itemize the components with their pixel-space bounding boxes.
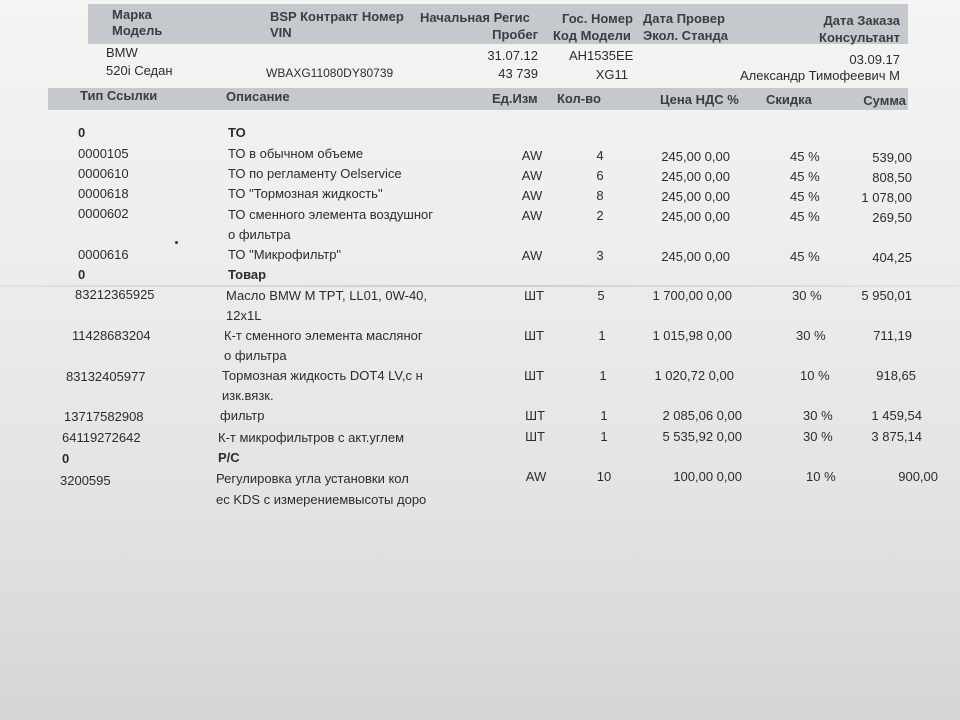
item-sum: 269,50 (872, 210, 912, 225)
item-unit: ШТ (524, 368, 544, 383)
item-price-vat: 245,00 0,00 (661, 209, 730, 224)
item-description: К-т сменного элемента масляног (224, 328, 423, 343)
item-sum: 808,50 (872, 170, 912, 185)
item-description: Масло BMW M TPT, LL01, 0W-40, (226, 288, 428, 303)
label-make: Марка (112, 7, 152, 22)
item-code: 83212365925 (75, 287, 155, 302)
item-price-vat: 1 015,98 0,00 (652, 328, 732, 343)
col-qty: Кол-во (557, 91, 601, 106)
item-code: 64119272642 (62, 430, 141, 445)
item-description-continued: о фильтра (228, 227, 291, 242)
item-sum: 1 459,54 (871, 408, 922, 423)
item-discount: 30 % (796, 328, 826, 343)
item-sum: 539,00 (872, 150, 912, 165)
col-sum: Сумма (863, 93, 906, 108)
item-qty: 2 (596, 208, 604, 223)
item-discount: 30 % (792, 288, 822, 303)
item-description: ТО "Тормозная жидкость" (228, 186, 383, 201)
item-description-continued: о фильтра (224, 348, 287, 363)
item-discount: 30 % (803, 429, 833, 444)
value-model: 520i Седан (106, 63, 173, 78)
value-vin: WBAXG11080DY80739 (266, 66, 394, 80)
item-sum: 5 950,01 (861, 288, 912, 303)
item-qty: 3 (596, 248, 604, 263)
item-price-vat: 245,00 0,00 (661, 189, 730, 204)
col-discount: Скидка (766, 92, 812, 107)
item-unit: AW (521, 148, 543, 163)
item-qty: 5 (597, 288, 605, 303)
item-qty: 1 (600, 429, 608, 444)
item-discount: 45 % (790, 169, 820, 184)
item-unit: ШТ (525, 408, 545, 423)
item-unit: AW (521, 248, 543, 263)
item-price-vat: 1 020,72 0,00 (654, 368, 734, 383)
item-description: ТО в обычном объеме (228, 146, 364, 161)
item-sum: 3 875,14 (871, 429, 922, 444)
label-model: Модель (112, 23, 163, 38)
ink-dot (175, 241, 178, 244)
value-first-registration: 31.07.12 (487, 48, 538, 63)
item-price-vat: 1 700,00 0,00 (652, 288, 732, 303)
item-code: 13717582908 (64, 409, 144, 424)
label-vin: VIN (270, 25, 292, 40)
item-sum: 711,19 (873, 328, 912, 343)
label-order-date: Дата Заказа (823, 13, 900, 28)
label-consultant: Консультант (819, 30, 900, 45)
item-description: Регулировка угла установки кол (216, 471, 409, 486)
item-discount: 45 % (790, 189, 820, 204)
item-code: 0000616 (78, 247, 129, 262)
item-unit: AW (525, 469, 547, 484)
value-plate: AH1535EE (569, 48, 634, 63)
label-first-registration: Начальная Регис (420, 10, 530, 25)
item-code: 11428683204 (72, 328, 151, 343)
item-discount: 45 % (790, 149, 820, 164)
item-price-vat: 2 085,06 0,00 (662, 408, 742, 423)
section-title: Р/С (218, 450, 240, 465)
item-description: Тормозная жидкость DOT4 LV,с н (222, 368, 423, 383)
item-qty: 8 (596, 188, 604, 203)
section-code: 0 (62, 451, 70, 466)
item-unit: AW (521, 168, 543, 183)
value-order-date: 03.09.17 (849, 52, 900, 67)
item-description: К-т микрофильтров с акт.углем (218, 430, 405, 445)
value-mileage: 43 739 (498, 66, 538, 81)
section-title: Товар (228, 267, 267, 282)
item-unit: ШТ (525, 429, 545, 444)
item-discount: 10 % (806, 469, 836, 484)
item-code: 0000105 (78, 146, 129, 161)
item-price-vat: 5 535,92 0,00 (662, 429, 742, 444)
value-model-code: XG11 (595, 67, 628, 82)
label-inspection-date: Дата Провер (643, 11, 725, 26)
item-sum: 900,00 (898, 469, 938, 484)
item-unit: AW (521, 188, 543, 203)
item-code: 3200595 (60, 473, 111, 488)
item-description-continued: ес KDS с измерениемвысоты доро (216, 492, 427, 507)
item-qty: 1 (600, 408, 608, 423)
label-plate: Гос. Номер (562, 11, 633, 26)
section-title: ТО (228, 125, 246, 140)
item-description-continued: изк.вязк. (222, 388, 274, 403)
col-unit: Ед.Изм (492, 91, 538, 106)
item-sum: 918,65 (876, 368, 916, 383)
item-qty: 4 (596, 148, 604, 163)
item-description: ТО "Микрофильтр" (228, 247, 342, 262)
item-price-vat: 245,00 0,00 (661, 249, 730, 264)
item-code: 0000602 (78, 206, 129, 221)
item-unit: AW (521, 208, 543, 223)
col-ref-type: Тип Ссылки (80, 88, 158, 103)
item-qty: 1 (599, 368, 607, 383)
item-description: ТО по регламенту Oelservice (228, 166, 402, 181)
item-code: 0000610 (78, 166, 129, 181)
item-discount: 45 % (790, 249, 820, 264)
item-code: 83132405977 (66, 369, 146, 384)
item-discount: 30 % (803, 408, 833, 423)
item-discount: 10 % (800, 368, 830, 383)
item-code: 0000618 (78, 186, 129, 201)
item-discount: 45 % (790, 209, 820, 224)
label-eco-standard: Экол. Станда (643, 28, 729, 43)
label-bsp-contract: BSP Контракт Номер (270, 9, 404, 24)
item-qty: 6 (596, 168, 604, 183)
item-qty: 1 (598, 328, 606, 343)
col-description: Описание (226, 89, 290, 104)
value-consultant: Александр Тимофеевич М (740, 68, 900, 83)
item-sum: 1 078,00 (861, 190, 912, 205)
item-unit: ШТ (524, 328, 544, 343)
label-model-code: Код Модели (553, 28, 631, 43)
label-mileage: Пробег (492, 27, 538, 42)
item-description-continued: 12x1L (226, 308, 262, 323)
item-qty: 10 (596, 469, 612, 484)
item-price-vat: 245,00 0,00 (661, 149, 730, 164)
item-price-vat: 100,00 0,00 (673, 469, 742, 484)
item-description: фильтр (220, 408, 265, 423)
item-unit: ШТ (524, 288, 544, 303)
item-price-vat: 245,00 0,00 (661, 169, 730, 184)
section-code: 0 (78, 125, 86, 140)
item-description: ТО сменного элемента воздушног (228, 207, 433, 222)
value-make: BMW (106, 45, 138, 60)
col-price-vat: Цена НДС % (660, 92, 739, 107)
section-code: 0 (78, 267, 86, 282)
item-sum: 404,25 (872, 250, 912, 265)
